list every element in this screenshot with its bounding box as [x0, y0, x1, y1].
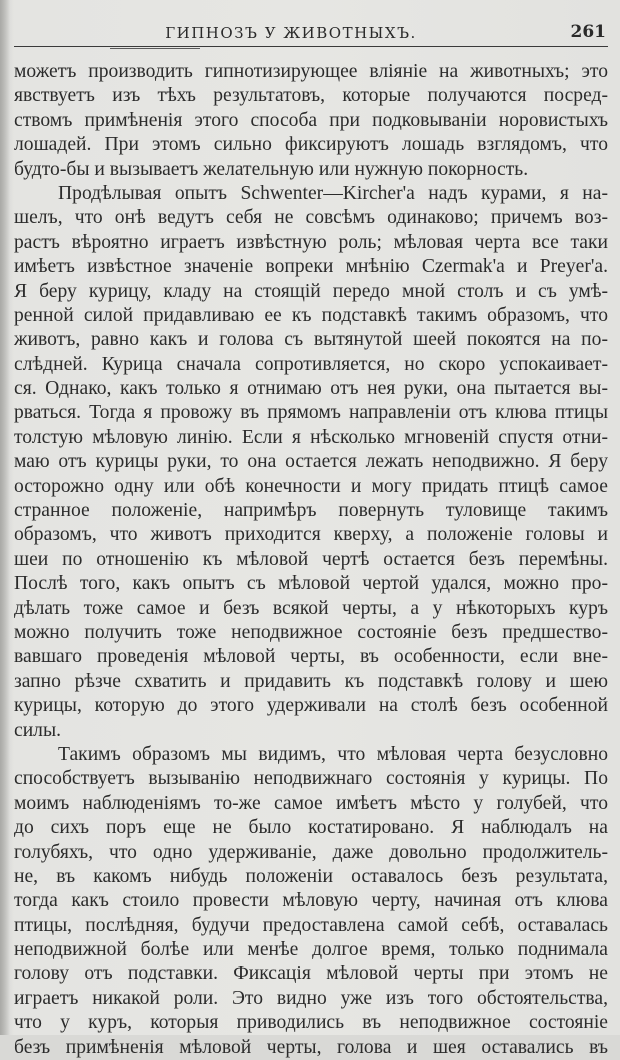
text-line: способствуетъ вызыванію неподвижнаго состоянія у курицы. По	[14, 768, 608, 790]
text-line: животъ, равно какъ и голова съ вытянутой шеей покоятся на по-	[14, 329, 608, 351]
text-line: дѣлать тоже самое и безъ всякой черты, а у нѣкоторыхъ куръ	[14, 597, 608, 619]
text-line: вавшаго проведенія мѣловой черты, въ особенности, если вне-	[14, 646, 608, 668]
text-line: растъ вѣроятно играетъ извѣстную роль; мѣловая черта все таки	[14, 231, 608, 253]
text-line: будто-бы и вызываетъ желательную или нужную покорность.	[14, 158, 529, 180]
text-line: ствомъ примѣненія этого способа при подковываніи норовистыхъ	[14, 109, 608, 131]
text-line: Такимъ образомъ мы видимъ, что мѣловая черта безусловно	[58, 743, 608, 765]
text-line: Послѣ того, какъ опытъ съ мѣловой чертой удался, можно про-	[14, 573, 608, 595]
text-line: не, въ какомъ нибудь положеніи оставалось безъ результата,	[14, 865, 608, 887]
text-line: что у куръ, которыя приводились въ неподвижное состояніе	[14, 1012, 608, 1034]
running-title: ГИПНОЗЪ У ЖИВОТНЫХЪ.	[165, 24, 417, 42]
text-line: неподвижной болѣе или менѣе долгое время, только поднимала	[14, 939, 608, 961]
text-line: моимъ наблюденіямъ то-же самое имѣетъ мѣсто у голубей, что	[14, 792, 608, 814]
text-line: можно получить тоже неподвижное состояніе безъ предшество-	[14, 621, 608, 643]
text-line: лошадей. При этомъ сильно фиксируютъ лошадь взглядомъ, что	[14, 134, 608, 156]
text-line: осторожно одну или обѣ конечности и могу придать птицѣ самое	[14, 475, 608, 497]
text-line: до сихъ поръ еще не было костатировано. Я наблюдалъ на	[14, 817, 608, 839]
body-text	[14, 60, 608, 1060]
text-line: шелъ, что онѣ ведутъ себя не совсѣмъ одинаково; причемъ воз-	[14, 207, 608, 229]
page-gutter-shadow	[0, 0, 10, 1035]
text-line: явствуетъ изъ тѣхъ результатовъ, которые получаются посред-	[14, 85, 608, 107]
page-header	[14, 20, 608, 48]
header-rule-accent	[110, 48, 200, 49]
text-line: голубяхъ, что одно удерживаніе, даже довольно продолжитель-	[14, 841, 608, 863]
text-line: образомъ, что животъ приходится кверху, а положеніе головы и	[14, 524, 608, 546]
text-line: можетъ производить гипнотизирующее вліяніе на животныхъ; это	[14, 61, 608, 82]
text-line: странное положеніе, напримѣръ повернуть туловище такимъ	[14, 500, 608, 522]
text-line: курицы, которую до этого удерживали на столѣ безъ особенной	[14, 695, 608, 717]
text-line: Продѣлывая опытъ Schwenter—Kircher'а надъ курами, я на-	[58, 182, 608, 204]
text-line: ся. Однако, какъ только я отнимаю отъ нея руки, она пытается вы-	[14, 378, 608, 400]
text-line: рваться. Тогда я провожу въ прямомъ направленіи отъ клюва птицы	[14, 402, 608, 424]
text-line: слѣдней. Курица сначала сопротивляется, но скоро успокаивает-	[14, 353, 608, 375]
page-number: 261	[570, 22, 606, 42]
text-line: маю отъ курицы руки, то она остается лежать неподвижно. Я беру	[14, 451, 608, 473]
text-line: ренной силой придавливаю ее къ подставкѣ такимъ образомъ, что	[14, 304, 608, 326]
text-line: безъ примѣненія мѣловой черты, голова и шея оставались въ	[14, 1036, 608, 1058]
text-line: голову отъ подставки. Фиксація мѣловой черты при этомъ не	[14, 963, 608, 985]
header-rule	[14, 46, 608, 47]
text-line: запно рѣзче схватить и придавить къ подставкѣ голову и шею	[14, 670, 608, 692]
text-line: силы.	[14, 719, 62, 741]
text-line: птицы, послѣдняя, будучи предоставлена самой себѣ, оставалась	[14, 914, 608, 936]
text-line: имѣетъ извѣстное значеніе вопреки мнѣнію Czermak'а и Preyer'а.	[14, 256, 608, 278]
text-line: толстую мѣловую линію. Если я нѣсколько мгновеній спустя отни-	[14, 426, 608, 448]
text-line: тогда какъ стоило провести мѣловую черту, начиная отъ клюва	[14, 890, 608, 912]
text-line: шеи по отношенію къ мѣловой чертѣ остается безъ перемѣны.	[14, 548, 608, 570]
text-line: Я беру курицу, кладу на стоящій передо мной столъ и съ умѣ-	[14, 280, 608, 302]
text-line: играетъ никакой роли. Это видно уже изъ того обстоятельства,	[14, 987, 608, 1009]
